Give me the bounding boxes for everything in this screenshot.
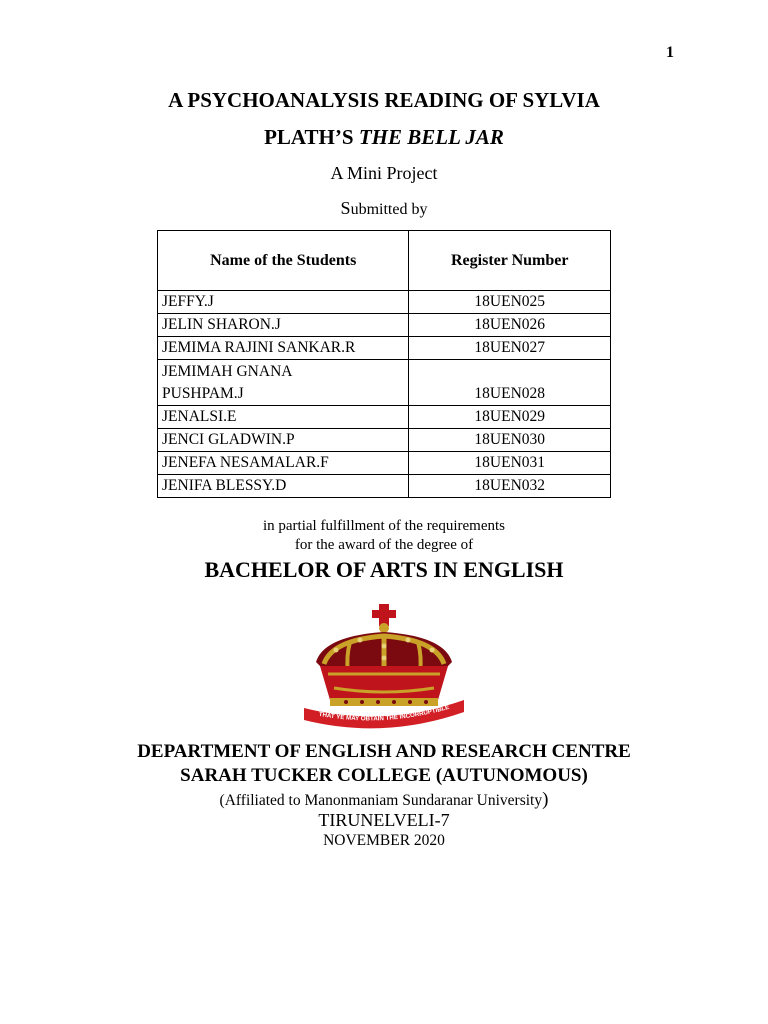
register-number: 18UEN030 <box>409 429 611 452</box>
degree-title: BACHELOR OF ARTS IN ENGLISH <box>204 557 564 582</box>
submission-date: NOVEMBER 2020 <box>323 832 445 849</box>
header-name: Name of the Students <box>158 231 409 291</box>
table-row <box>158 291 611 314</box>
student-name: JENCI GLADWIN.P <box>158 429 409 452</box>
svg-text:THAT YE MAY OBTAIN THE INCORRU: THAT YE MAY OBTAIN THE INCORRUPTIBLE <box>318 703 451 723</box>
register-number: 18UEN031 <box>409 452 611 475</box>
crown-body <box>320 666 448 706</box>
table-row <box>158 429 611 452</box>
affiliation-text: (Affiliated to Manonmaniam Sundaranar University <box>219 792 543 809</box>
table-row <box>158 360 611 406</box>
student-name-line-1: JEMIMAH GNANA <box>162 363 293 380</box>
register-number: 18UEN029 <box>409 406 611 429</box>
submitted-rest: ubmitted by <box>350 201 428 218</box>
crest-cross <box>372 604 396 633</box>
table-row <box>158 406 611 429</box>
submitted-by <box>0 198 768 219</box>
college-crest-logo <box>302 602 466 732</box>
subtitle: A Mini Project <box>330 163 438 183</box>
department-name: DEPARTMENT OF ENGLISH AND RESEARCH CENTRE <box>137 741 631 762</box>
student-name-line-2: PUSHPAM.J <box>162 385 244 402</box>
students-table <box>157 230 611 498</box>
student-name: JEMIMA RAJINI SANKAR.R <box>158 337 409 360</box>
affiliation <box>0 789 768 811</box>
student-name: JEFFY.J <box>158 291 409 314</box>
submitted-cap: S <box>340 198 351 218</box>
title-line-1: A PSYCHOANALYSIS READING OF SYLVIA <box>168 88 600 112</box>
register-number: 18UEN026 <box>409 314 611 337</box>
register-number: 18UEN032 <box>409 475 611 498</box>
city: TIRUNELVELI-7 <box>318 810 450 830</box>
fulfillment-line-1: in partial fulfillment of the requirements <box>262 518 505 534</box>
student-name: JELIN SHARON.J <box>158 314 409 337</box>
table-row <box>158 314 611 337</box>
table-row <box>158 475 611 498</box>
table-row <box>158 337 611 360</box>
title-prefix: PLATH’S <box>264 125 359 149</box>
title-line-2 <box>0 125 768 150</box>
register-number: 18UEN028 <box>409 360 611 406</box>
book-title: THE BELL JAR <box>358 125 504 149</box>
header-register: Register Number <box>409 231 611 291</box>
page-number: 1 <box>666 44 674 61</box>
affiliation-close: ) <box>542 789 549 810</box>
table-header-row <box>158 231 611 291</box>
fulfillment-line-2: for the award of the degree of <box>294 537 474 553</box>
student-name <box>158 360 409 406</box>
student-name: JENEFA NESAMALAR.F <box>158 452 409 475</box>
table-row <box>158 452 611 475</box>
college-name: SARAH TUCKER COLLEGE (AUTUNOMOUS) <box>180 765 588 786</box>
register-number: 18UEN027 <box>409 337 611 360</box>
student-name: JENALSI.E <box>158 406 409 429</box>
register-number: 18UEN025 <box>409 291 611 314</box>
student-name: JENIFA BLESSY.D <box>158 475 409 498</box>
